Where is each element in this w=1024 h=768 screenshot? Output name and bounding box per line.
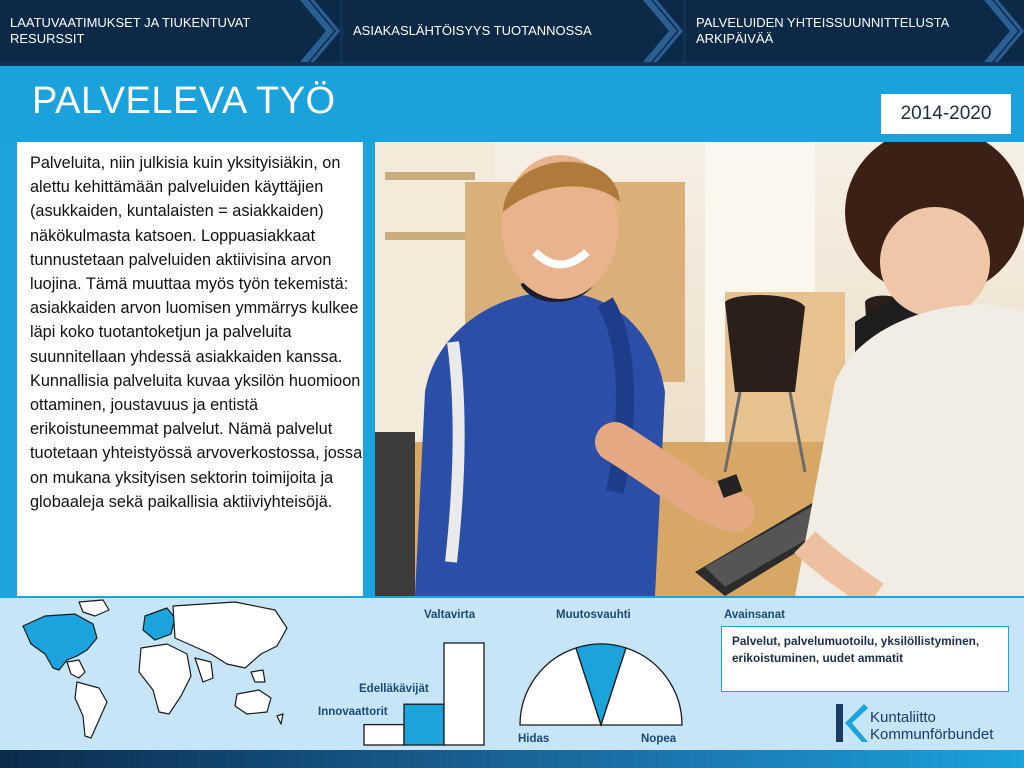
bar-label-innovaattorit: Innovaattorit xyxy=(318,706,388,718)
body-text: Palveluita, niin julkisia kuin yksityisiäkin, on alettu kehittämään palveluiden käyttäjien (asukkaiden, kuntalaisten = asiakkaiden) näkökulmasta katsoen. Loppuasiakkaat tunnustetaan palveluiden aktiivisina arvon luojina. Tämä muuttaa myös työn tekemistä: asiakkaiden arvon luomisen ymmärrys kulkee läpi koko tuotantoketjun ja palveluita suunnitellaan yhdessä asiakkaiden kanssa. Kunnallisia palveluita kuvaa yksilön huomioon ottaminen, joustavuus ja entistä erikoistuneemmat palvelut. Nämä palvelut tuotetaan yhteistyössä arvoverkostossa, jossa on mukana yksityisen sektorin toimijoita ja globaaleja sekä paikallisia aktiiviyhteisöjä. xyxy=(30,154,363,511)
chevron-right-icon xyxy=(984,0,1024,62)
top-navigation xyxy=(0,0,1024,66)
adopter-bar-chart xyxy=(360,642,490,746)
tab-customer-orientation[interactable] xyxy=(343,0,683,62)
gauge-title: Muutosvauhti xyxy=(556,609,631,621)
bar-valtavirta xyxy=(444,643,484,745)
gauge-low-label: Hidas xyxy=(518,733,550,745)
logo-line2: Kommunförbundet xyxy=(870,726,994,743)
bar-label-edellakavijat: Edelläkävijät xyxy=(359,683,429,695)
chevron-right-icon xyxy=(643,0,683,62)
bar-innovaattorit xyxy=(364,725,404,745)
tab-codesign[interactable] xyxy=(686,0,1024,62)
bar-label-valtavirta: Valtavirta xyxy=(424,609,476,621)
bar-edelläkävijät xyxy=(404,704,444,745)
logo-line1: Kuntaliitto xyxy=(870,709,936,726)
footer-strip xyxy=(0,750,1024,768)
k-logo-icon xyxy=(836,702,868,744)
gauge-high-label: Nopea xyxy=(641,733,677,745)
page-title: PALVELEVA TYÖ xyxy=(32,80,336,122)
tab-quality-requirements[interactable] xyxy=(0,0,340,62)
chevron-right-icon xyxy=(300,0,340,62)
change-speed-gauge xyxy=(518,640,684,728)
year-range-badge: 2014-2020 xyxy=(881,94,1011,134)
keywords-box: Palvelut, palvelumuotoilu, yksilöllistyminen, erikoistuminen, uudet ammatit xyxy=(721,626,1009,692)
kuntaliitto-logo[interactable] xyxy=(836,700,1016,746)
office-photo xyxy=(375,142,1024,596)
keywords-title: Avainsanat xyxy=(724,609,785,621)
tab-label: ASIAKASLÄHTÖISYYS TUOTANNOSSA xyxy=(353,23,592,38)
tab-label: LAATUVAATIMUKSET JA TIUKENTUVAT RESURSSIT xyxy=(10,15,251,46)
tab-label: PALVELUIDEN YHTEISSUUNNITTELUSTA ARKIPÄIVÄÄ xyxy=(696,15,949,46)
world-map-icon xyxy=(15,598,295,748)
